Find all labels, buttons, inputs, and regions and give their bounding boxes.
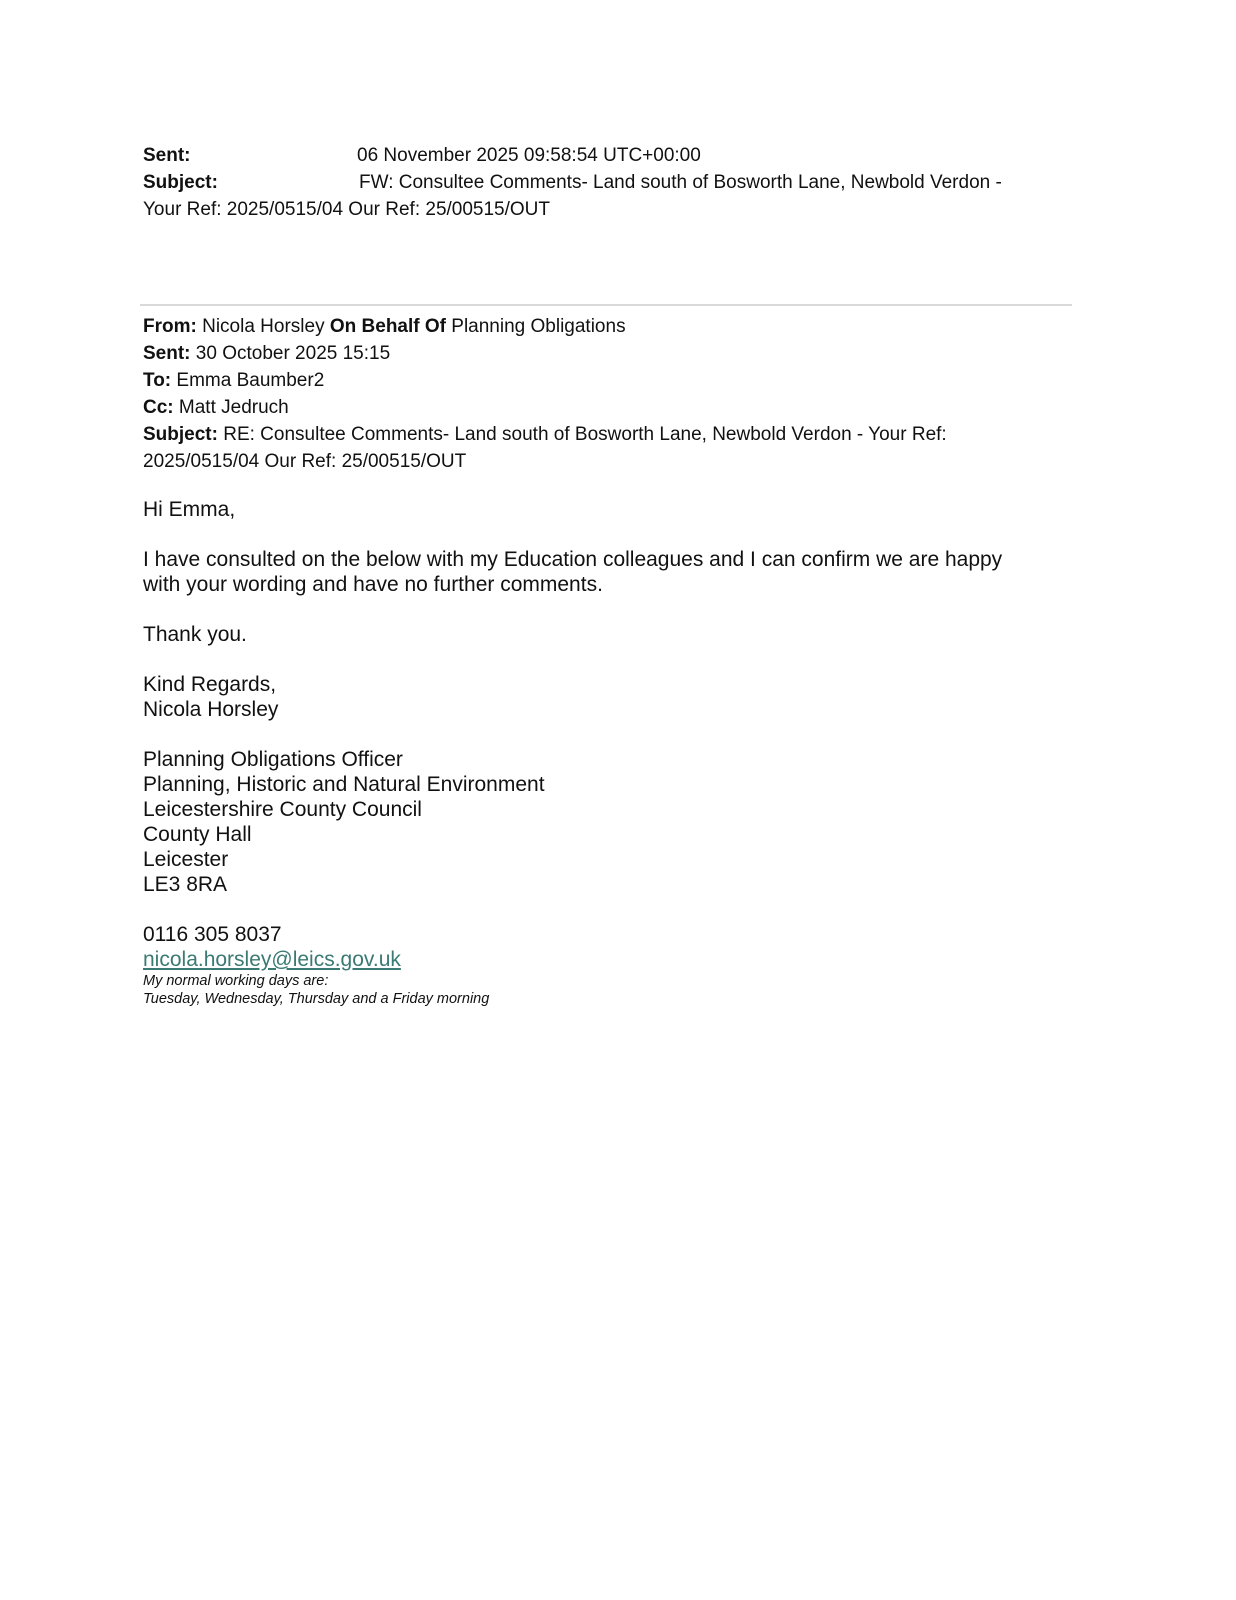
sent-label: Sent:: [143, 343, 191, 364]
main-paragraph-line1: I have consulted on the below with my Education colleagues and I can confirm we are happy: [143, 548, 1003, 571]
signature-postcode: LE3 8RA: [143, 873, 228, 896]
subject-label: Subject:: [143, 424, 218, 445]
from-name: Nicola Horsley: [202, 316, 325, 337]
signature-city: Leicester: [143, 848, 229, 871]
subject-value-line2: 2025/0515/04 Our Ref: 25/00515/OUT: [143, 451, 467, 472]
sent-row: [143, 340, 1043, 367]
to-row: [143, 367, 1043, 394]
signature-building: County Hall: [143, 823, 252, 846]
outer-subject-label: Subject:: [143, 172, 218, 193]
from-label: From:: [143, 316, 197, 337]
outer-subject-row: [143, 169, 1043, 196]
outer-subject-value-line1: FW: Consultee Comments- Land south of Bosworth Lane, Newbold Verdon -: [359, 172, 1002, 193]
message-divider: [140, 304, 1072, 306]
on-behalf-label: On Behalf Of: [329, 316, 446, 337]
signature-job-title: Planning Obligations Officer: [143, 748, 403, 771]
subject-value-line1: RE: Consultee Comments- Land south of Bosworth Lane, Newbold Verdon - Your Ref:: [223, 424, 947, 445]
outer-sent-value: 06 November 2025 09:58:54 UTC+00:00: [357, 145, 701, 166]
outer-sent-label: Sent:: [143, 145, 191, 166]
from-row: [143, 313, 1043, 340]
outer-subject-value-line2: Your Ref: 2025/0515/04 Our Ref: 25/00515/OUT: [143, 199, 551, 220]
message-body: [143, 497, 1083, 1008]
signature-address: [143, 747, 1083, 897]
cc-row: [143, 394, 1043, 421]
cc-value: Matt Jedruch: [178, 397, 289, 418]
thanks: Thank you.: [143, 623, 247, 646]
sent-value: 30 October 2025 15:15: [195, 343, 391, 364]
closing: Kind Regards,: [143, 673, 277, 696]
signature-note-line1: My normal working days are:: [143, 973, 329, 989]
signature-contact: [143, 922, 1083, 1008]
on-behalf-name: Planning Obligations: [451, 316, 626, 337]
cc-label: Cc:: [143, 397, 174, 418]
closing-block: [143, 672, 1083, 722]
signature-phone: 0116 305 8037: [143, 923, 282, 946]
original-message-header: [143, 313, 1043, 475]
outer-sent-row: [143, 142, 1043, 169]
forward-header: [143, 142, 1043, 223]
signature-email-link[interactable]: nicola.horsley@leics.gov.uk: [143, 948, 401, 971]
greeting: Hi Emma,: [143, 498, 236, 521]
to-value: Emma Baumber2: [176, 370, 325, 391]
main-paragraph-line2: with your wording and have no further comments.: [143, 573, 603, 596]
to-label: To:: [143, 370, 172, 391]
signature-note-line2: Tuesday, Wednesday, Thursday and a Friday morning: [143, 991, 490, 1007]
signature-department: Planning, Historic and Natural Environment: [143, 773, 545, 796]
subject-row: [143, 421, 1043, 448]
main-paragraph: [143, 547, 1083, 597]
closing-name: Nicola Horsley: [143, 698, 279, 721]
signature-organisation: Leicestershire County Council: [143, 798, 422, 821]
